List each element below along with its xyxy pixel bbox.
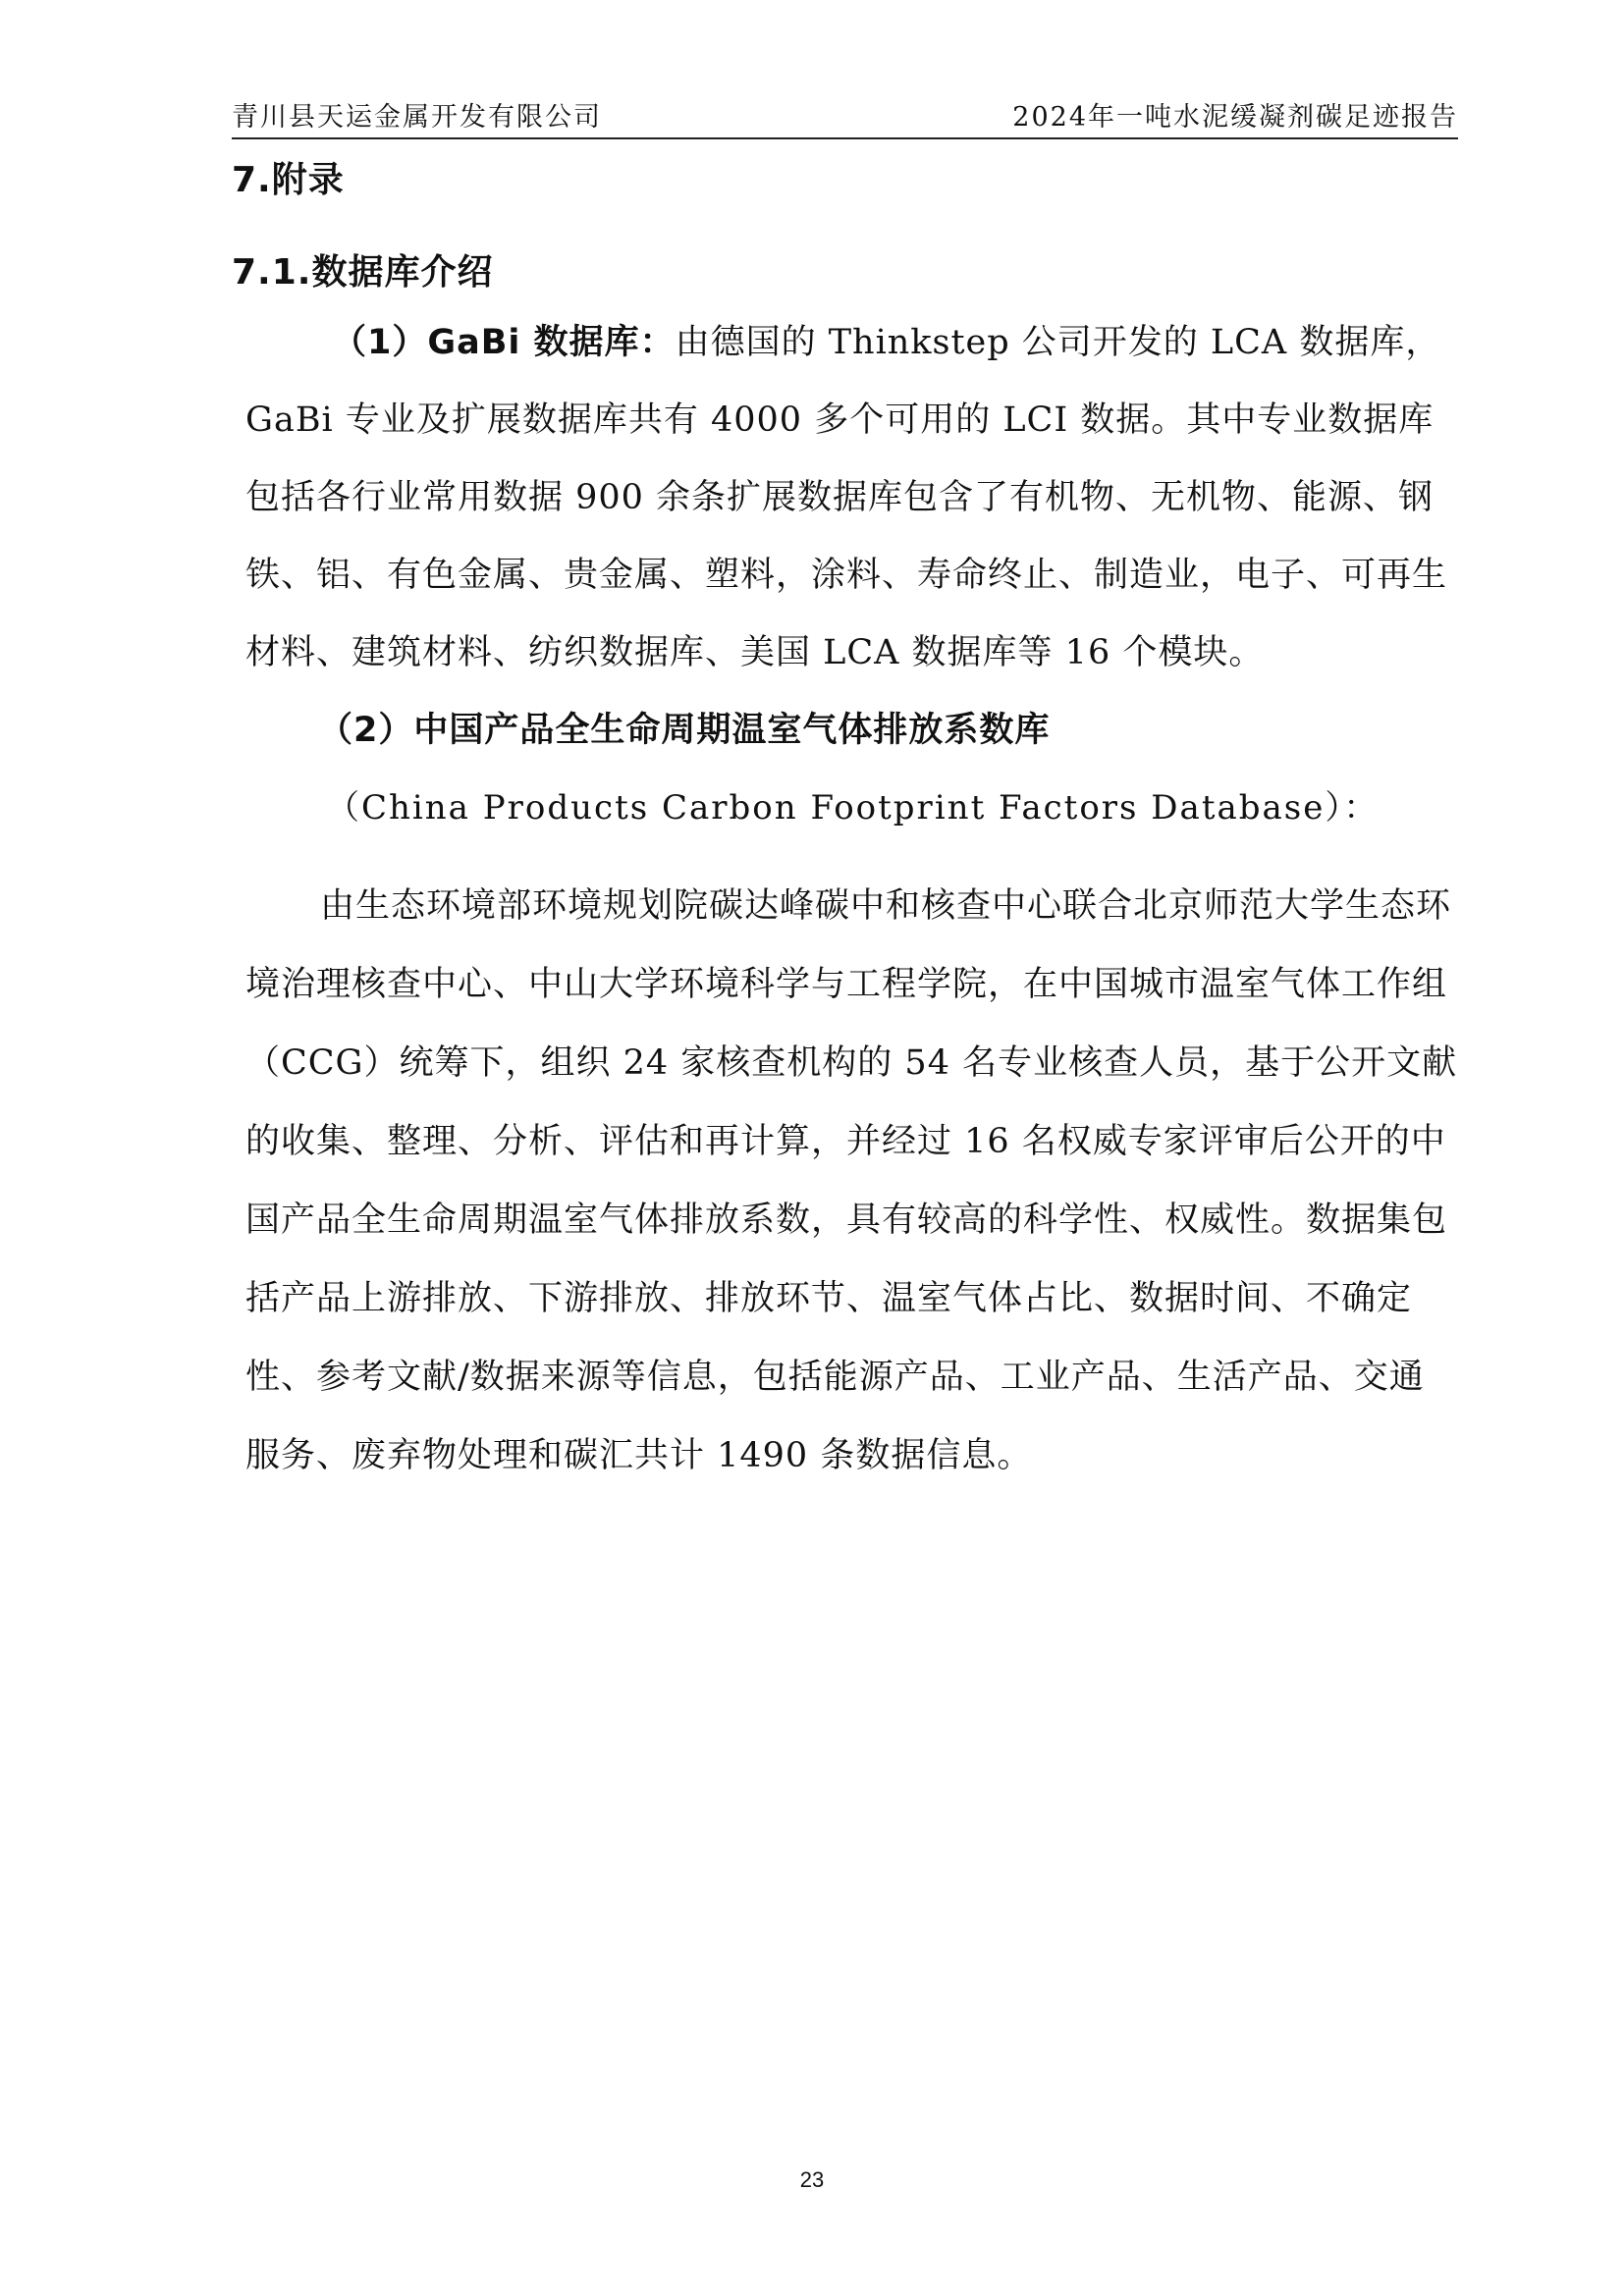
china-db-paragraph: 由生态环境部环境规划院碳达峰碳中和核查中心联合北京师范大学生态环境治理核查中心、中山大学环境科学与工程学院，在中国城市温室气体工作组（CCG）统筹下，组织 24 家核查机构的 54 名专业核查人员，基于公开文献的收集、整理、分析、评估和再计算，并经过 16 名权威专家评审后公开的中国产品全生命周期温室气体排放系数，具有较高的科学性、权威性。数据集包括产品上游排放、下游排放、排放环节、温室气体占比、数据时间、不确定性、参考文献/数据来源等信息，包括能源产品、工业产品、生活产品、交通服务、废弃物处理和碳汇共计 1490 条数据信息。 [245,886,1458,1475]
header-report-title: 2024年一吨水泥缓凝剂碳足迹报告 [1012,102,1458,133]
china-db-english-name: （China Products Carbon Footprint Factors Database）： [326,788,1380,828]
page-header [232,98,1458,139]
page-number: 23 [799,2167,825,2192]
gabi-paragraph [232,304,1458,692]
china-db-heading: （2）中国产品全生命周期温室气体排放系数库 [318,711,1051,750]
header-company-name: 青川县天运金属开发有限公司 [232,102,602,133]
gabi-lead: （1）GaBi 数据库： [332,323,676,362]
section-title: 7.附录 [232,160,345,200]
gabi-text: 由德国的 Thinkstep 公司开发的 LCA 数据库，GaBi 专业及扩展数据库共有 4000 多个可用的 LCI 数据。其中专业数据库包括各行业常用数据 900 余条扩展数据库包含了有机物、无机物、能源、钢铁、铝、有色金属、贵金属、塑料，涂料、寿命终止、制造业，电子、可再生材料、建筑材料、纺织数据库、美国 LCA 数据库等 16 个模块。 [245,323,1448,672]
subsection-title: 7.1.数据库介绍 [232,252,494,293]
page-content [232,149,1458,1495]
